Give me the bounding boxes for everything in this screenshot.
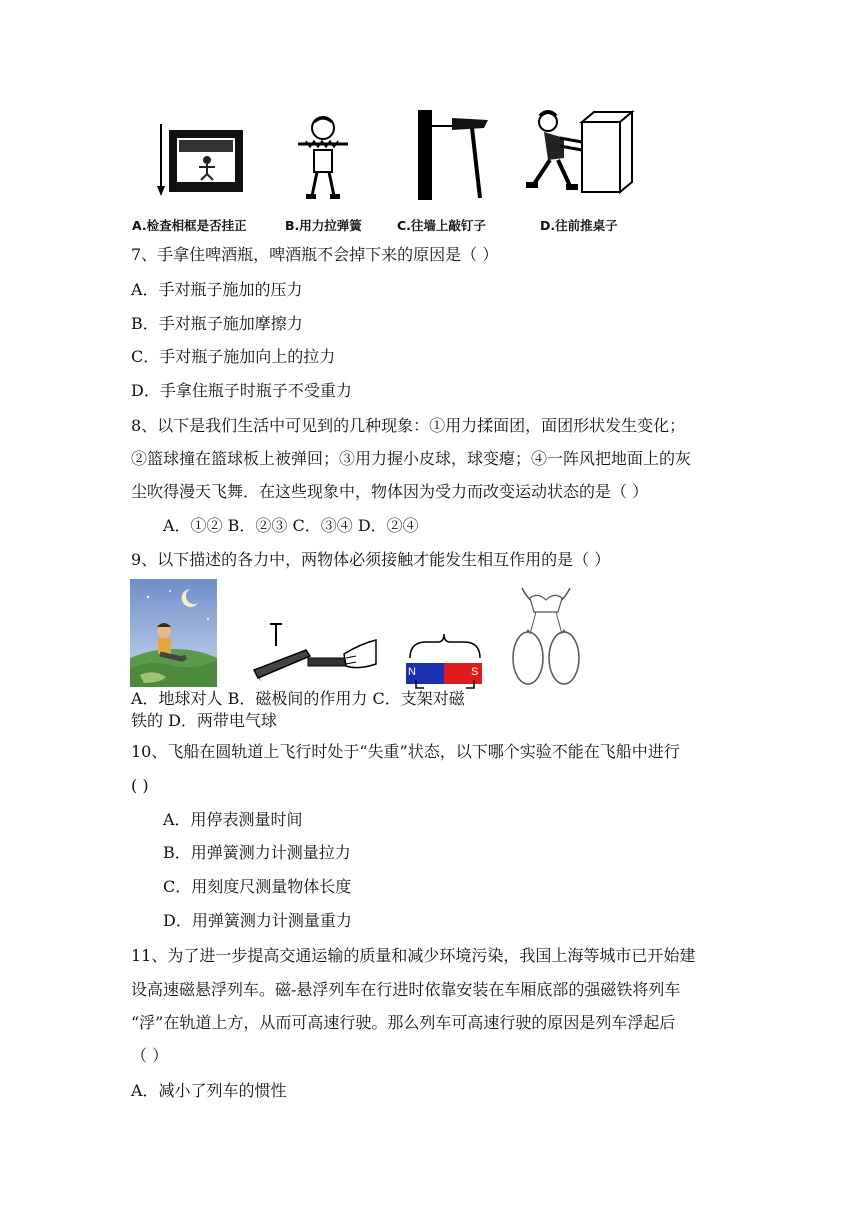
question-9-stem: 9、以下描述的各力中，两物体必须接触才能发生相互作用的是（ ） bbox=[131, 550, 611, 569]
figure-charged-balloons bbox=[508, 584, 584, 688]
question-7-option-b: B．手对瓶子施加摩擦力 bbox=[131, 314, 303, 333]
magnet-n-pole-label: N bbox=[408, 666, 416, 678]
question-8-line-2: ②篮球撞在篮球板上被弹回；③用力握小皮球，球变瘪；④一阵风把地面上的灰 bbox=[131, 449, 692, 468]
question-10-line-1: 10、飞船在圆轨道上飞行时处于“失重”状态，以下哪个实验不能在飞船中进行 bbox=[131, 742, 680, 761]
question-11-option-a: A．减小了列车的惯性 bbox=[131, 1081, 287, 1100]
question-11-line-3: “浮”在轨道上方，从而可高速行驶。那么列车可高速行驶的原因是列车浮起后 bbox=[131, 1013, 676, 1032]
question-10-option-c: C．用刻度尺测量物体长度 bbox=[163, 877, 352, 896]
question-9-options-line-1: A．地球对人 B．磁极间的作用力 C．支架对磁 bbox=[131, 689, 465, 708]
figure-magnet-bracket bbox=[402, 620, 488, 690]
figure-d-push-table bbox=[520, 108, 636, 194]
figure-c-caption: C.往墙上敲钉子 bbox=[397, 218, 486, 233]
figure-earth-person bbox=[130, 579, 217, 687]
question-10-option-d: D．用弹簧测力计测量重力 bbox=[163, 911, 352, 930]
figure-d-caption: D.往前推桌子 bbox=[540, 218, 618, 233]
question-7-stem: 7、手拿住啤酒瓶，啤酒瓶不会掉下来的原因是（ ） bbox=[131, 245, 499, 264]
magnet-s-pole-label: S bbox=[471, 666, 479, 678]
figure-c-hammer bbox=[412, 106, 492, 202]
question-11-line-4: （ ） bbox=[131, 1046, 169, 1065]
figure-b-caption: B.用力拉弹簧 bbox=[285, 218, 362, 233]
question-11-line-1: 11、为了进一步提高交通运输的质量和减少环境污染，我国上海等城市已开始建 bbox=[131, 946, 696, 965]
figure-a-caption: A.检查相框是否挂正 bbox=[132, 218, 247, 233]
question-8-options: A．①② B．②③ C．③④ D．②④ bbox=[163, 516, 419, 535]
figure-magnet-hand bbox=[248, 620, 378, 686]
figure-a-picture-frame bbox=[155, 120, 250, 200]
question-10-option-a: A．用停表测量时间 bbox=[163, 810, 303, 829]
question-11-line-2: 设高速磁悬浮列车。磁-悬浮列车在行进时依靠安装在车厢底部的强磁铁将列车 bbox=[131, 980, 681, 999]
figure-b-spring bbox=[292, 112, 354, 202]
question-7-option-d: D．手拿住瓶子时瓶子不受重力 bbox=[131, 381, 352, 400]
question-7-option-a: A．手对瓶子施加的压力 bbox=[131, 280, 303, 299]
question-8-line-1: 8、以下是我们生活中可见到的几种现象：①用力揉面团，面团形状发生变化； bbox=[131, 416, 686, 435]
question-7-option-c: C．手对瓶子施加向上的拉力 bbox=[131, 347, 336, 366]
question-8-line-3: 尘吹得漫天飞舞．在这些现象中，物体因为受力而改变运动状态的是（ ） bbox=[131, 482, 649, 501]
question-9-options-line-2: 铁的 D．两带电气球 bbox=[131, 711, 277, 730]
question-10-line-2: ( ) bbox=[131, 776, 149, 795]
question-10-option-b: B．用弹簧测力计测量拉力 bbox=[163, 843, 351, 862]
